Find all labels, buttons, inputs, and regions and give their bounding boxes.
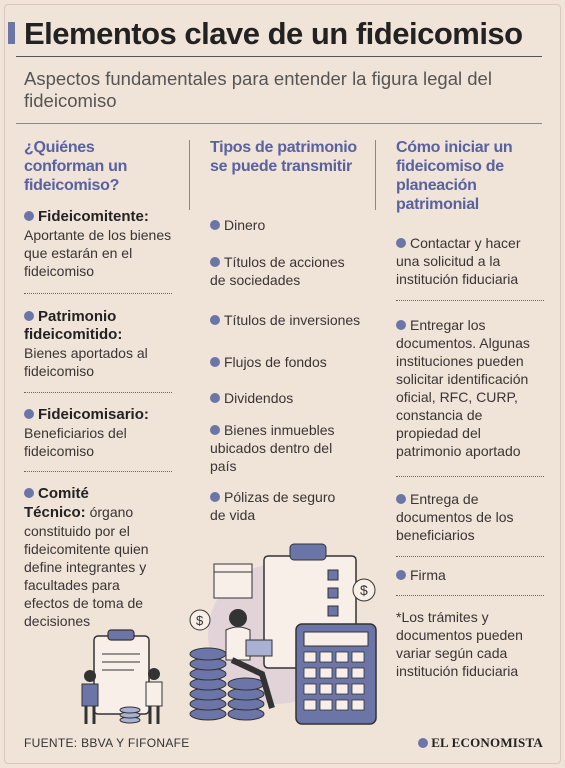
bullet-icon [24, 409, 34, 419]
dotted-separator [396, 556, 544, 557]
dotted-separator [24, 471, 172, 472]
bullet-icon [210, 393, 220, 403]
participant-item: Comité Técnico: órgano constituido por el fideicomitente quien define integrantes y facultades para efectos de toma de decisiones [24, 485, 149, 629]
column-how-to-start [396, 138, 546, 679]
column-divider-2 [375, 140, 376, 210]
title-divider [16, 56, 542, 57]
bullet-icon [210, 257, 220, 267]
column-asset-types [210, 138, 361, 523]
list-item: Títulos de acciones de sociedades [210, 254, 345, 288]
column-participants [24, 138, 174, 629]
page-title: Elementos clave de un fideicomiso [24, 16, 523, 51]
dotted-separator [396, 300, 544, 301]
step-item: Firma [396, 566, 546, 584]
dotted-separator [24, 392, 172, 393]
brand-logo: EL ECONOMISTA [418, 735, 543, 751]
column-heading: ¿Quiénes conforman un fideicomiso? [24, 139, 128, 194]
list-item: Dinero [210, 216, 360, 234]
step-item: Contactar y hacer una solicitud a la institución fiduciaria [396, 235, 521, 287]
bullet-icon [210, 357, 220, 367]
dotted-separator [396, 476, 544, 477]
title-accent-bar [8, 22, 15, 44]
svg-text:$: $ [196, 613, 204, 628]
column-divider-1 [189, 140, 190, 210]
bullet-icon [210, 425, 220, 435]
bullet-icon [396, 238, 406, 248]
column-heading: Tipos de patrimonio se puede transmitir [210, 139, 357, 175]
list-item: Títulos de inversiones [210, 311, 365, 329]
dotted-separator [396, 595, 544, 596]
source-footer: FUENTE: BBVA Y FIFONAFE [24, 736, 190, 750]
footnote: *Los trámites y documentos pueden variar según cada institución fiduciaria [396, 609, 523, 679]
page-subtitle: Aspectos fundamentales para entender la figura legal del fideicomiso [24, 68, 492, 111]
participant-item: Patrimonio fideicomitido: Bienes aportados al fideicomiso [24, 308, 148, 379]
brand-icon [418, 738, 428, 748]
finance-illustration [186, 542, 378, 727]
step-item: Entregar los documentos. Algunas instituciones pueden solicitar identificación oficial, RFC, CURP, constancia de propiedad del patrimonio aportado [396, 317, 530, 459]
bullet-icon [24, 211, 34, 221]
list-item: Flujos de fondos [210, 353, 360, 371]
step-item: Entrega de documentos de los beneficiarios [396, 491, 514, 543]
list-item: Dividendos [210, 389, 360, 407]
participant-item: Fideicomisario: Beneficiarios del fideicomiso [24, 406, 149, 459]
bullet-icon [396, 570, 406, 580]
dotted-separator [24, 293, 172, 294]
svg-text:$: $ [360, 582, 368, 598]
participant-item: Fideicomitente: Aportante de los bienes que estarán en el fideicomiso [24, 208, 172, 279]
bullet-icon [396, 494, 406, 504]
column-heading: Cómo iniciar un fideicomiso de planeación patrimonial [396, 139, 513, 213]
bullet-icon [210, 220, 220, 230]
bullet-icon [24, 488, 34, 498]
contract-signing-illustration [72, 628, 177, 728]
bullet-icon [210, 315, 220, 325]
list-item: Pólizas de seguro de vida [210, 489, 336, 523]
list-item: Bienes inmuebles ubicados dentro del país [210, 422, 335, 474]
bullet-icon [210, 492, 220, 502]
subtitle-divider [16, 123, 542, 124]
bullet-icon [396, 320, 406, 330]
bullet-icon [24, 311, 34, 321]
